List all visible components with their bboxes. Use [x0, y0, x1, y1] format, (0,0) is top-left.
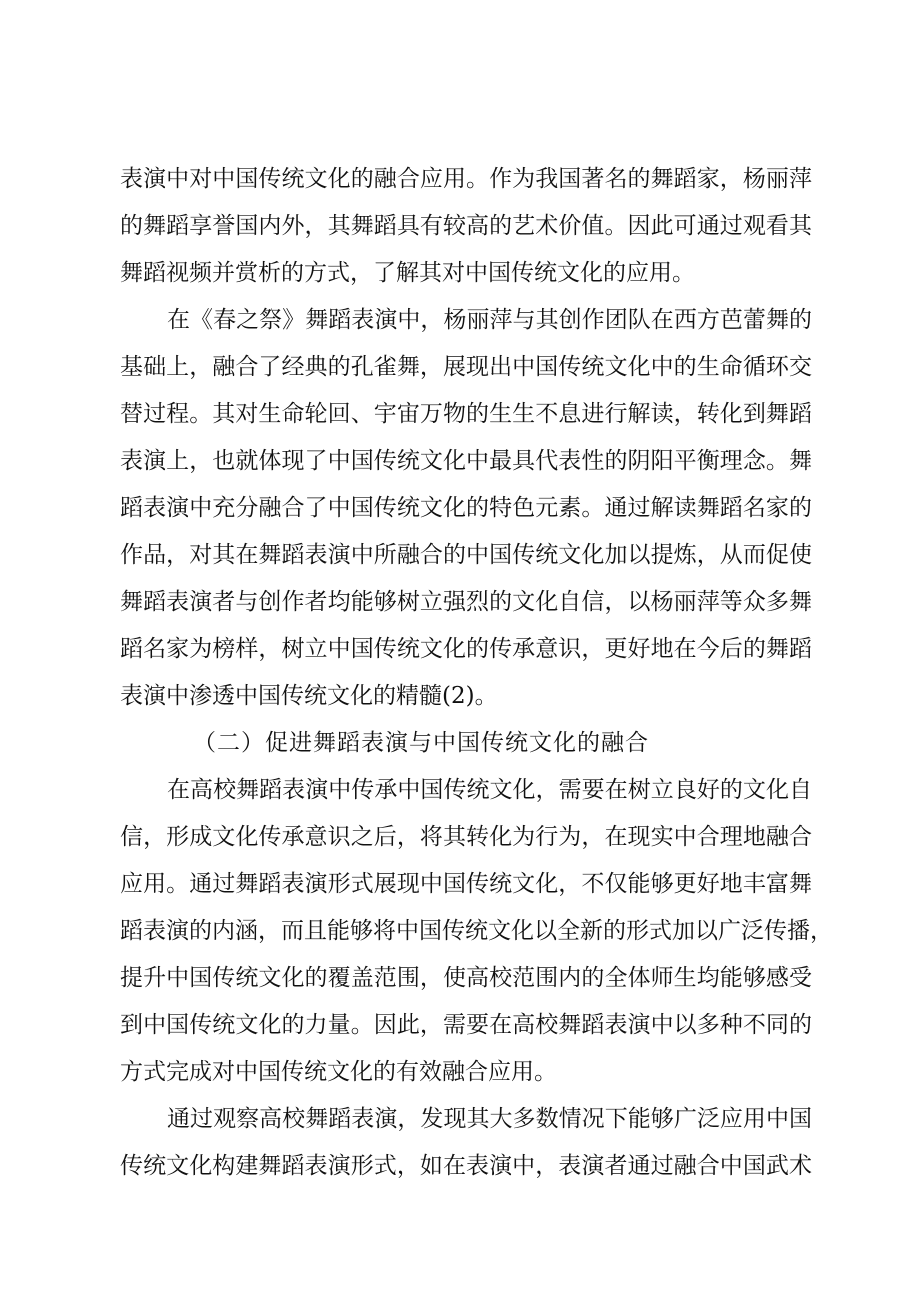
- paragraph-line: 方式完成对中国传统文化的有效融合应用。: [120, 1059, 557, 1085]
- paragraph-line: 通过观察高校舞蹈表演，发现其大多数情况下能够广泛应用中国: [167, 1106, 812, 1132]
- paragraph-line: 蹈名家为榜样，树立中国传统文化的传承意识，更好地在今后的舞蹈: [120, 636, 812, 662]
- paragraph-line: 在高校舞蹈表演中传承中国传统文化，需要在树立良好的文化自: [167, 777, 812, 803]
- paragraph-line: 表演中渗透中国传统文化的精髓(2)。: [120, 683, 498, 709]
- paragraph-line: 提升中国传统文化的覆盖范围，使高校范围内的全体师生均能够感受: [120, 965, 812, 991]
- paragraph-line: 替过程。其对生命轮回、宇宙万物的生生不息进行解读，转化到舞蹈: [120, 401, 812, 427]
- paragraph-line: 的舞蹈享誉国内外，其舞蹈具有较高的艺术价值。因此可通过观看其: [120, 213, 812, 239]
- paragraph-line: 舞蹈视频并赏析的方式，了解其对中国传统文化的应用。: [120, 260, 695, 286]
- paragraph-line: 在《春之祭》舞蹈表演中，杨丽萍与其创作团队在西方芭蕾舞的: [167, 307, 812, 333]
- paragraph-line: 表演上，也就体现了中国传统文化中最具代表性的阴阳平衡理念。舞: [120, 448, 812, 474]
- paragraph-line: 作品，对其在舞蹈表演中所融合的中国传统文化加以提炼，从而促使: [120, 542, 812, 568]
- paragraph-line: 蹈表演的内涵，而且能够将中国传统文化以全新的形式加以广泛传播，: [120, 918, 833, 944]
- section-heading: （二）促进舞蹈表演与中国传统文化的融合: [193, 730, 649, 756]
- paragraph-line: 传统文化构建舞蹈表演形式，如在表演中，表演者通过融合中国武术: [120, 1153, 812, 1179]
- paragraph-line: 应用。通过舞蹈表演形式展现中国传统文化，不仅能够更好地丰富舞: [120, 871, 812, 897]
- paragraph-line: 信，形成文化传承意识之后，将其转化为行为，在现实中合理地融合: [120, 824, 812, 850]
- paragraph-line: 基础上，融合了经典的孔雀舞，展现出中国传统文化中的生命循环交: [120, 354, 812, 380]
- paragraph-line: 舞蹈表演者与创作者均能够树立强烈的文化自信，以杨丽萍等众多舞: [120, 589, 812, 615]
- paragraph-line: 表演中对中国传统文化的融合应用。作为我国著名的舞蹈家，杨丽萍: [120, 166, 812, 192]
- paragraph-line: 蹈表演中充分融合了中国传统文化的特色元素。通过解读舞蹈名家的: [120, 495, 812, 521]
- paragraph-line: 到中国传统文化的力量。因此，需要在高校舞蹈表演中以多种不同的: [120, 1012, 812, 1038]
